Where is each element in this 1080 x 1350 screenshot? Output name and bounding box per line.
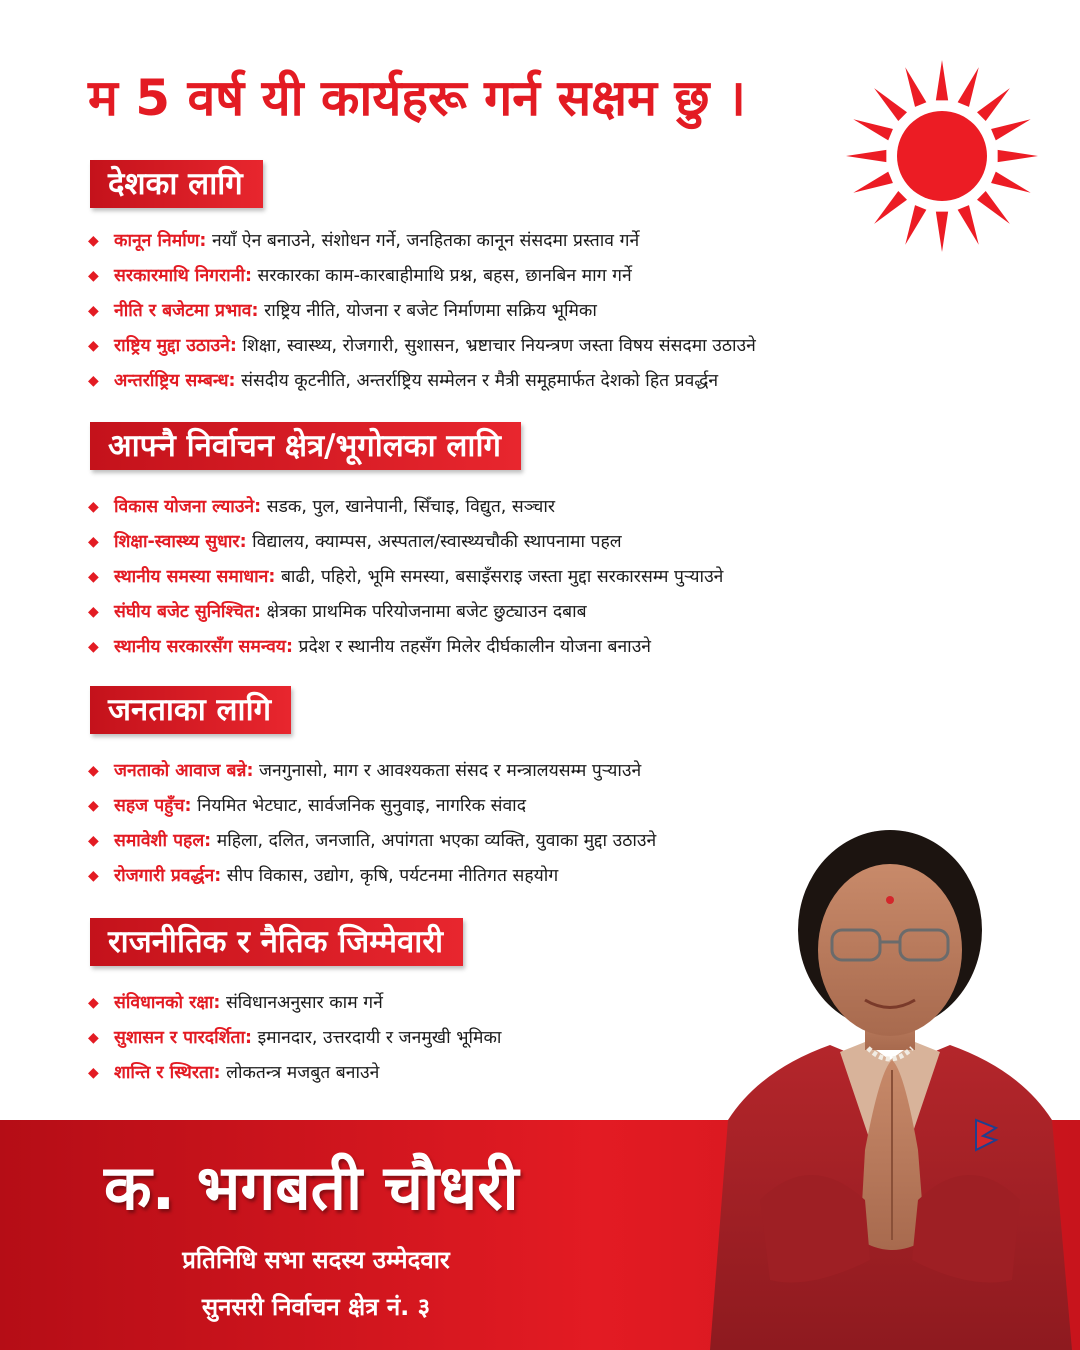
section-header-desh bbox=[90, 160, 263, 208]
diamond-bullet-icon: ◆ bbox=[88, 303, 99, 319]
sun-ray bbox=[874, 191, 907, 224]
sun-ray bbox=[958, 205, 979, 245]
item-text: जनगुनासो, माग र आवश्यकता संसद र मन्त्रालयसम्म पुर्‍याउने bbox=[253, 761, 642, 781]
diamond-bullet-icon: ◆ bbox=[88, 868, 99, 884]
candidate-name: क. भगबती चौधरी bbox=[104, 1151, 519, 1224]
sun-ray bbox=[936, 60, 948, 100]
item-key: सहज पहुँच: bbox=[114, 796, 192, 816]
sun-ray bbox=[998, 150, 1038, 162]
item-key: स्थानीय सरकारसँग समन्वय: bbox=[114, 637, 293, 657]
item-key: अन्तर्राष्ट्रिय सम्बन्ध: bbox=[114, 371, 236, 391]
diamond-bullet-icon: ◆ bbox=[88, 233, 99, 249]
sun-ray bbox=[905, 67, 926, 107]
diamond-bullet-icon: ◆ bbox=[88, 268, 99, 284]
section-header-nirvachan-kshetra bbox=[90, 422, 521, 470]
item-key: रोजगारी प्रवर्द्धन: bbox=[114, 866, 222, 886]
list-item bbox=[88, 560, 723, 595]
sun-ray bbox=[958, 67, 979, 107]
list-item bbox=[88, 630, 723, 665]
diamond-bullet-icon: ◆ bbox=[88, 995, 99, 1011]
list-item bbox=[88, 490, 723, 525]
list-item bbox=[88, 859, 656, 894]
list-item bbox=[88, 754, 656, 789]
diamond-bullet-icon: ◆ bbox=[88, 499, 99, 515]
item-key: विकास योजना ल्याउने: bbox=[114, 497, 262, 517]
item-text: संविधानअनुसार काम गर्ने bbox=[220, 993, 383, 1013]
item-text: महिला, दलित, जनजाति, अपांगता भएका व्यक्ति, युवाका मुद्दा उठाउने bbox=[211, 831, 657, 851]
diamond-bullet-icon: ◆ bbox=[88, 798, 99, 814]
item-text: बाढी, पहिरो, भूमि समस्या, बसाइँसराइ जस्ता मुद्दा सरकारसम्म पुर्‍याउने bbox=[275, 567, 724, 587]
item-text: नयाँ ऐन बनाउने, संशोधन गर्ने, जनहितका कानून संसदमा प्रस्ताव गर्ने bbox=[206, 231, 640, 251]
sun-ray bbox=[977, 191, 1010, 224]
item-text: संसदीय कूटनीति, अन्तर्राष्ट्रिय सम्मेलन र मैत्री समूहमार्फत देशको हित प्रवर्द्धन bbox=[235, 371, 719, 391]
party-sun-logo-icon bbox=[842, 56, 1042, 256]
item-key: जनताको आवाज बन्ने: bbox=[114, 761, 254, 781]
item-key: सुशासन र पारदर्शिता: bbox=[114, 1028, 253, 1048]
list-item bbox=[88, 525, 723, 560]
list-item bbox=[88, 824, 656, 859]
sun-ray bbox=[874, 88, 907, 121]
diamond-bullet-icon: ◆ bbox=[88, 833, 99, 849]
diamond-bullet-icon: ◆ bbox=[88, 1030, 99, 1046]
list-item bbox=[88, 364, 756, 399]
diamond-bullet-icon: ◆ bbox=[88, 373, 99, 389]
diamond-bullet-icon: ◆ bbox=[88, 763, 99, 779]
section-list-rajnitik bbox=[88, 986, 501, 1091]
item-key: कानून निर्माण: bbox=[114, 231, 207, 251]
item-key: संघीय बजेट सुनिश्चित: bbox=[114, 602, 261, 622]
sun-ray bbox=[991, 119, 1031, 140]
sun-ray bbox=[991, 172, 1031, 193]
sun-ray bbox=[846, 150, 886, 162]
item-text: राष्ट्रिय नीति, योजना र बजेट निर्माणमा सक्रिय भूमिका bbox=[258, 301, 597, 321]
item-key: राष्ट्रिय मुद्दा उठाउने: bbox=[114, 336, 237, 356]
diamond-bullet-icon: ◆ bbox=[88, 534, 99, 550]
item-text: नियमित भेटघाट, सार्वजनिक सुनुवाइ, नागरिक संवाद bbox=[191, 796, 527, 816]
headline: म 5 वर्ष यी कार्यहरू गर्न सक्षम छु । bbox=[88, 69, 746, 127]
section-header-rajnitik bbox=[90, 918, 463, 966]
sun-ray bbox=[853, 119, 893, 140]
section-title: राजनीतिक र नैतिक जिम्मेवारी bbox=[108, 924, 444, 960]
list-item bbox=[88, 224, 756, 259]
item-key: शान्ति र स्थिरता: bbox=[114, 1063, 221, 1083]
candidate-role: प्रतिनिधि सभा सदस्य उम्मेदवार bbox=[182, 1246, 450, 1274]
item-text: शिक्षा, स्वास्थ्य, रोजगारी, सुशासन, भ्रष्टाचार नियन्त्रण जस्ता विषय संसदमा उठाउने bbox=[236, 336, 756, 356]
section-list-nirvachan-kshetra bbox=[88, 490, 723, 665]
item-text: सरकारका काम-कारबाहीमाथि प्रश्न, बहस, छानबिन माग गर्ने bbox=[251, 266, 632, 286]
list-item bbox=[88, 294, 756, 329]
list-item bbox=[88, 259, 756, 294]
list-item bbox=[88, 595, 723, 630]
item-text: सडक, पुल, खानेपानी, सिँचाइ, विद्युत, सञ्चार bbox=[261, 497, 556, 517]
list-item bbox=[88, 329, 756, 364]
item-text: क्षेत्रका प्राथमिक परियोजनामा बजेट छुट्याउन दबाब bbox=[260, 602, 587, 622]
diamond-bullet-icon: ◆ bbox=[88, 604, 99, 620]
item-text: लोकतन्त्र मजबुत बनाउने bbox=[220, 1063, 380, 1083]
sun-ray bbox=[977, 88, 1010, 121]
sun-ray bbox=[853, 172, 893, 193]
section-header-janata bbox=[90, 686, 291, 734]
candidate-constituency: सुनसरी निर्वाचन क्षेत्र नं. ३ bbox=[201, 1293, 431, 1321]
section-title: जनताका लागि bbox=[108, 692, 272, 728]
item-key: स्थानीय समस्या समाधान: bbox=[114, 567, 276, 587]
candidate-photo bbox=[700, 820, 1080, 1350]
list-item bbox=[88, 1021, 501, 1056]
section-title: देशका लागि bbox=[108, 166, 243, 202]
item-key: सरकारमाथि निगरानी: bbox=[114, 266, 252, 286]
list-item bbox=[88, 1056, 501, 1091]
section-list-janata bbox=[88, 754, 656, 894]
item-text: विद्यालय, क्याम्पस, अस्पताल/स्वास्थ्यचौकी स्थापनामा पहल bbox=[246, 532, 622, 552]
item-key: संविधानको रक्षा: bbox=[114, 993, 221, 1013]
sun-ray bbox=[905, 205, 926, 245]
section-title: आफ्नै निर्वाचन क्षेत्र/भूगोलका लागि bbox=[108, 428, 501, 464]
item-text: इमानदार, उत्तरदायी र जनमुखी भूमिका bbox=[252, 1028, 502, 1048]
diamond-bullet-icon: ◆ bbox=[88, 1065, 99, 1081]
diamond-bullet-icon: ◆ bbox=[88, 569, 99, 585]
item-text: सीप विकास, उद्योग, कृषि, पर्यटनमा नीतिगत सहयोग bbox=[221, 866, 559, 886]
sun-ray bbox=[936, 212, 948, 252]
list-item bbox=[88, 986, 501, 1021]
diamond-bullet-icon: ◆ bbox=[88, 338, 99, 354]
item-text: प्रदेश र स्थानीय तहसँग मिलेर दीर्घकालीन योजना बनाउने bbox=[292, 637, 652, 657]
item-key: नीति र बजेटमा प्रभाव: bbox=[114, 301, 259, 321]
item-key: शिक्षा-स्वास्थ्य सुधार: bbox=[114, 532, 247, 552]
section-list-desh bbox=[88, 224, 756, 399]
diamond-bullet-icon: ◆ bbox=[88, 639, 99, 655]
item-key: समावेशी पहल: bbox=[114, 831, 212, 851]
list-item bbox=[88, 789, 656, 824]
